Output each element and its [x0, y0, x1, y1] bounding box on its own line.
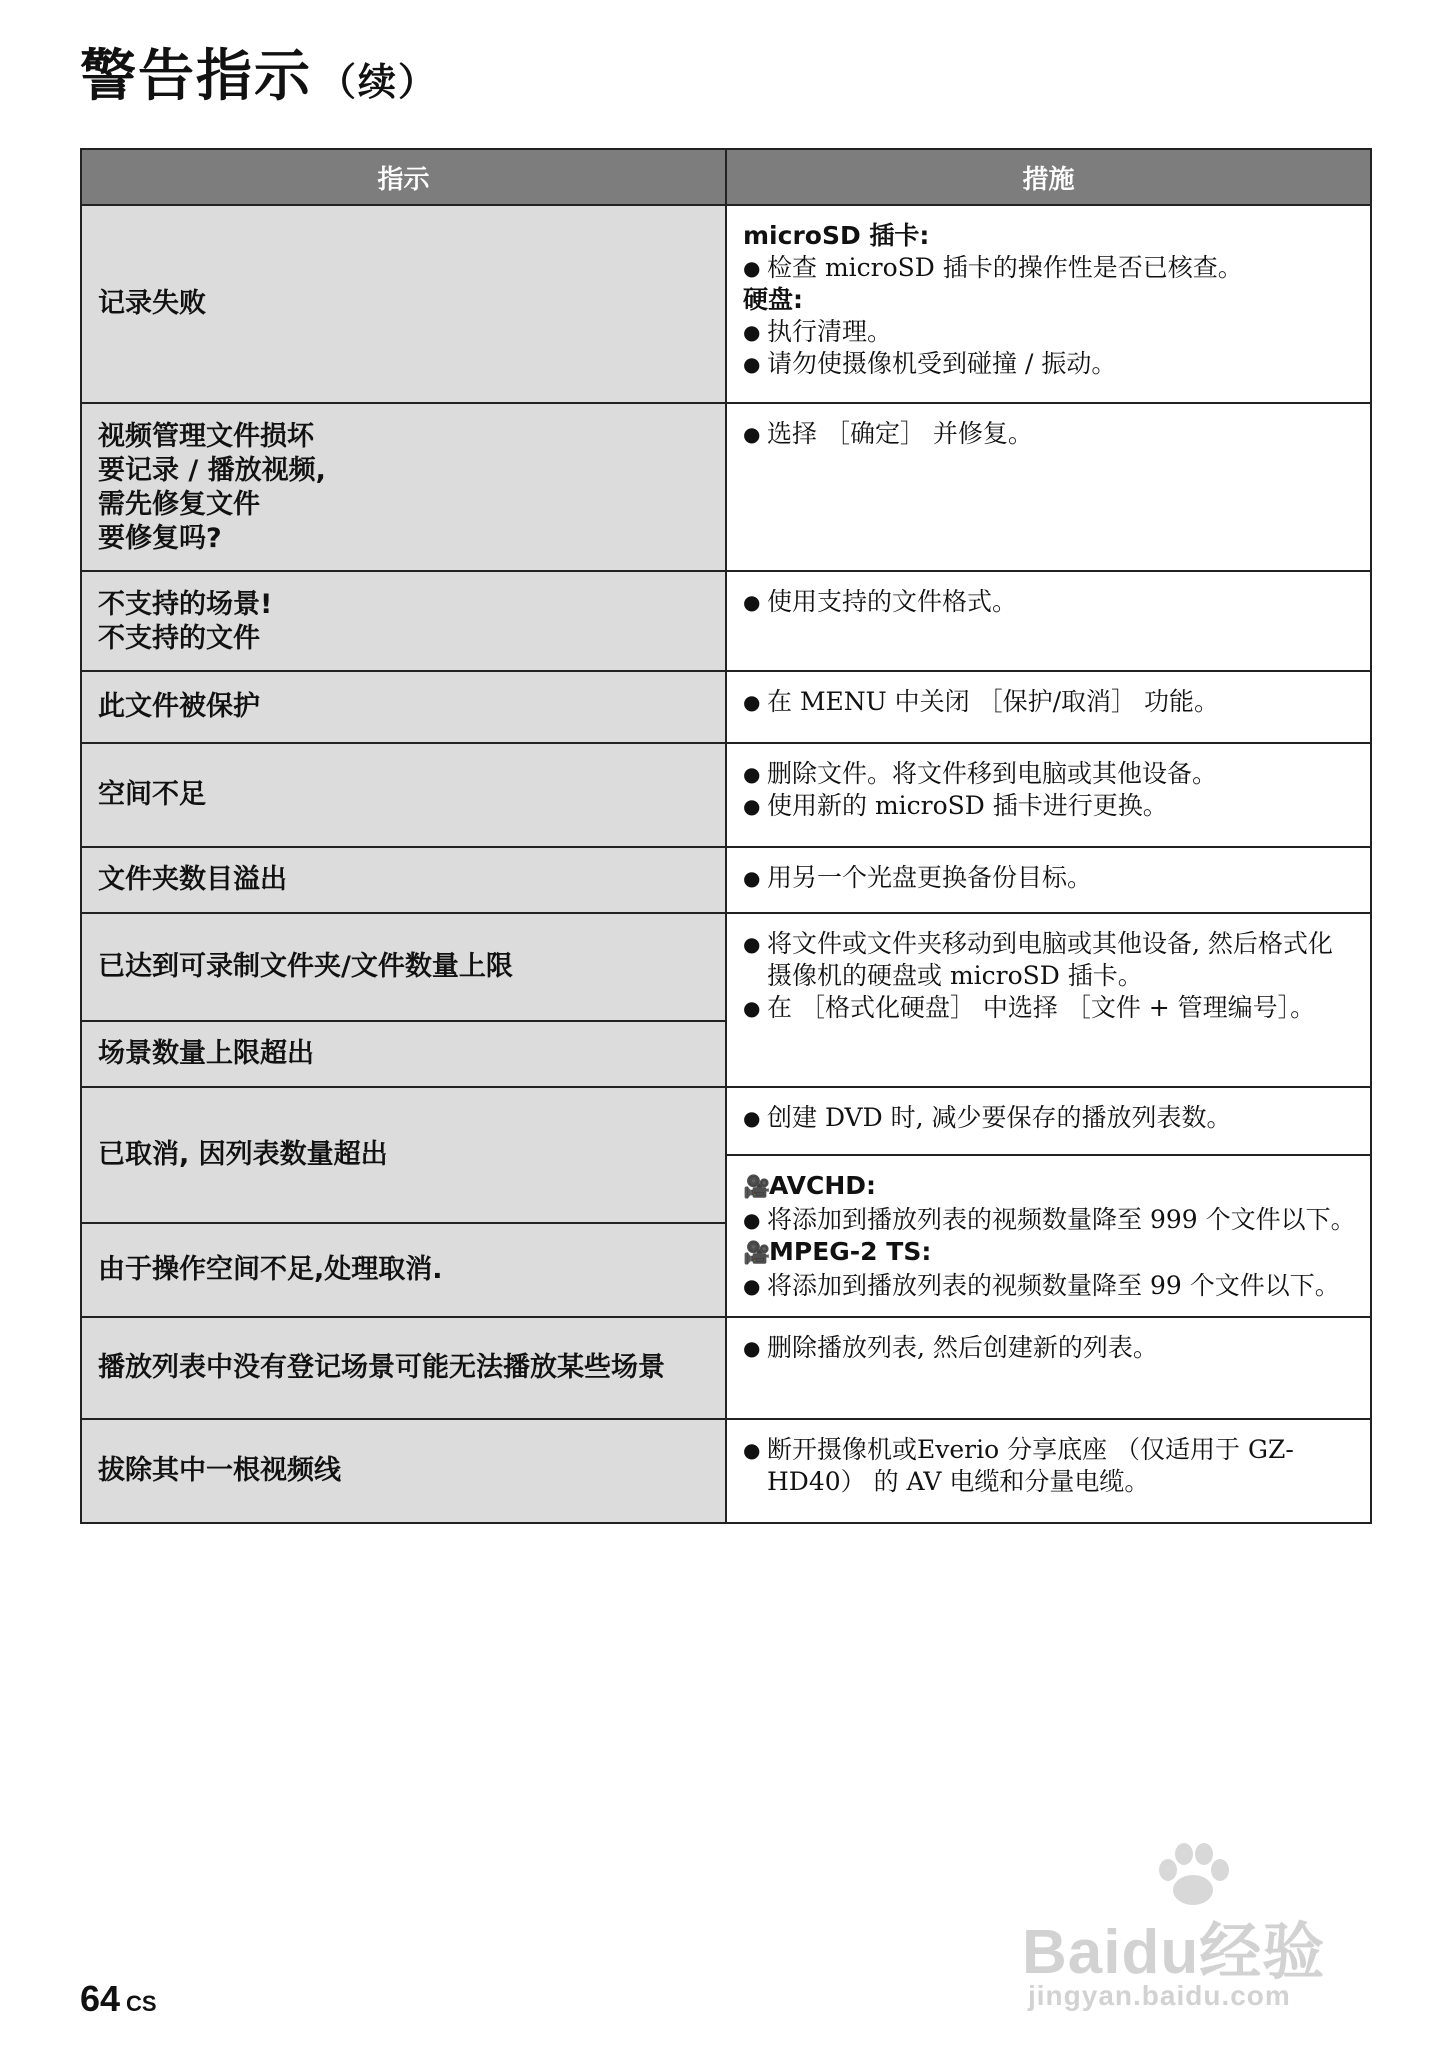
- indicator-line: 不支持的场景!: [98, 589, 273, 620]
- action-cell: [726, 1317, 1371, 1419]
- indicator-cell: 已取消, 因列表数量超出: [81, 1087, 726, 1223]
- page-footer: [80, 1978, 157, 2020]
- indicator-line: 不支持的文件: [98, 623, 260, 654]
- table-row: [81, 205, 1371, 403]
- action-subheading-text: MPEG-2 TS:: [769, 1237, 932, 1266]
- indicator-cell: [81, 571, 726, 671]
- action-bullet: ● 使用支持的文件格式。: [743, 586, 1356, 618]
- action-bullet: ● 将添加到播放列表的视频数量降至 999 个文件以下。: [743, 1204, 1356, 1236]
- header-action: 措施: [726, 149, 1371, 205]
- warning-table: [80, 148, 1372, 1524]
- video-camera-icon: 🎥: [743, 1175, 771, 1200]
- action-subheading: microSD 插卡:: [743, 221, 930, 250]
- header-indicator: 指示: [81, 149, 726, 205]
- table-row: [81, 1419, 1371, 1523]
- table-row: [81, 571, 1371, 671]
- action-cell: [726, 1419, 1371, 1523]
- action-bullet: ● 创建 DVD 时, 减少要保存的播放列表数。: [743, 1102, 1356, 1134]
- indicator-cell: 场景数量上限超出: [81, 1021, 726, 1087]
- indicator-line: 视频管理文件损坏: [98, 421, 314, 452]
- action-cell: [726, 847, 1371, 913]
- indicator-cell: 此文件被保护: [81, 671, 726, 743]
- paw-icon: [1148, 1840, 1238, 1910]
- action-bullet: ● 将添加到播放列表的视频数量降至 99 个文件以下。: [743, 1270, 1356, 1302]
- action-subheading-text: AVCHD:: [769, 1171, 877, 1200]
- action-cell: [726, 1155, 1371, 1317]
- action-subheading: [743, 1236, 1356, 1270]
- table-row: [81, 1087, 1371, 1155]
- action-bullet: ● 将文件或文件夹移动到电脑或其他设备, 然后格式化摄像机的硬盘或 microSD 插卡。: [743, 928, 1356, 992]
- table-row: [81, 671, 1371, 743]
- page-number: 64: [80, 1978, 121, 2019]
- action-bullet: ● 选择 ［确定］ 并修复。: [743, 418, 1356, 450]
- watermark-url: jingyan.baidu.com: [1028, 1980, 1291, 2011]
- action-bullet: ● 删除文件。将文件移到电脑或其他设备。: [743, 758, 1356, 790]
- action-bullet: ● 用另一个光盘更换备份目标。: [743, 862, 1356, 894]
- action-cell: [726, 571, 1371, 671]
- action-bullet: ● 检查 microSD 插卡的操作性是否已核查。: [743, 252, 1356, 284]
- action-bullet: ● 删除播放列表, 然后创建新的列表。: [743, 1332, 1356, 1364]
- indicator-cell: 由于操作空间不足,处理取消.: [81, 1223, 726, 1317]
- action-bullet: ● 请勿使摄像机受到碰撞 / 振动。: [743, 348, 1356, 380]
- indicator-cell: 空间不足: [81, 743, 726, 847]
- baidu-watermark: [1022, 1840, 1382, 2030]
- action-cell: [726, 205, 1371, 403]
- indicator-line: 需先修复文件: [98, 489, 260, 520]
- video-camera-icon: 🎥: [743, 1241, 771, 1266]
- action-subheading: 硬盘:: [743, 285, 803, 314]
- indicator-cell: 播放列表中没有登记场景可能无法播放某些场景: [81, 1317, 726, 1419]
- indicator-line: 要记录 / 播放视频,: [98, 455, 326, 486]
- page-title-suffix: （续）: [318, 60, 439, 104]
- action-bullet: ● 在 MENU 中关闭 ［保护/取消］ 功能。: [743, 686, 1356, 718]
- language-code: CS: [126, 1991, 157, 2016]
- indicator-cell: [81, 403, 726, 571]
- action-subheading: [743, 1170, 1356, 1204]
- action-cell: [726, 671, 1371, 743]
- table-row: [81, 913, 1371, 1021]
- indicator-cell: 拔除其中一根视频线: [81, 1419, 726, 1523]
- page-title-main: 警告指示: [80, 44, 312, 109]
- table-row: [81, 743, 1371, 847]
- action-cell: [726, 743, 1371, 847]
- action-cell: [726, 403, 1371, 571]
- table-row: [81, 1317, 1371, 1419]
- page-title: [80, 46, 438, 108]
- table-row: [81, 847, 1371, 913]
- action-bullet: ● 在 ［格式化硬盘］ 中选择 ［文件 + 管理编号］。: [743, 992, 1356, 1024]
- action-cell: [726, 913, 1371, 1087]
- action-bullet: ● 断开摄像机或Everio 分享底座 （仅适用于 GZ-HD40） 的 AV 电缆和分量电缆。: [743, 1434, 1356, 1498]
- action-bullet: ● 执行清理。: [743, 316, 1356, 348]
- watermark-brand: Baidu经验: [1022, 1918, 1326, 1987]
- indicator-cell: 记录失败: [81, 205, 726, 403]
- action-cell: [726, 1087, 1371, 1155]
- action-bullet: ● 使用新的 microSD 插卡进行更换。: [743, 790, 1356, 822]
- table-row: [81, 403, 1371, 571]
- table-header-row: [81, 149, 1371, 205]
- indicator-cell: 文件夹数目溢出: [81, 847, 726, 913]
- indicator-cell: 已达到可录制文件夹/文件数量上限: [81, 913, 726, 1021]
- indicator-line: 要修复吗?: [98, 523, 222, 554]
